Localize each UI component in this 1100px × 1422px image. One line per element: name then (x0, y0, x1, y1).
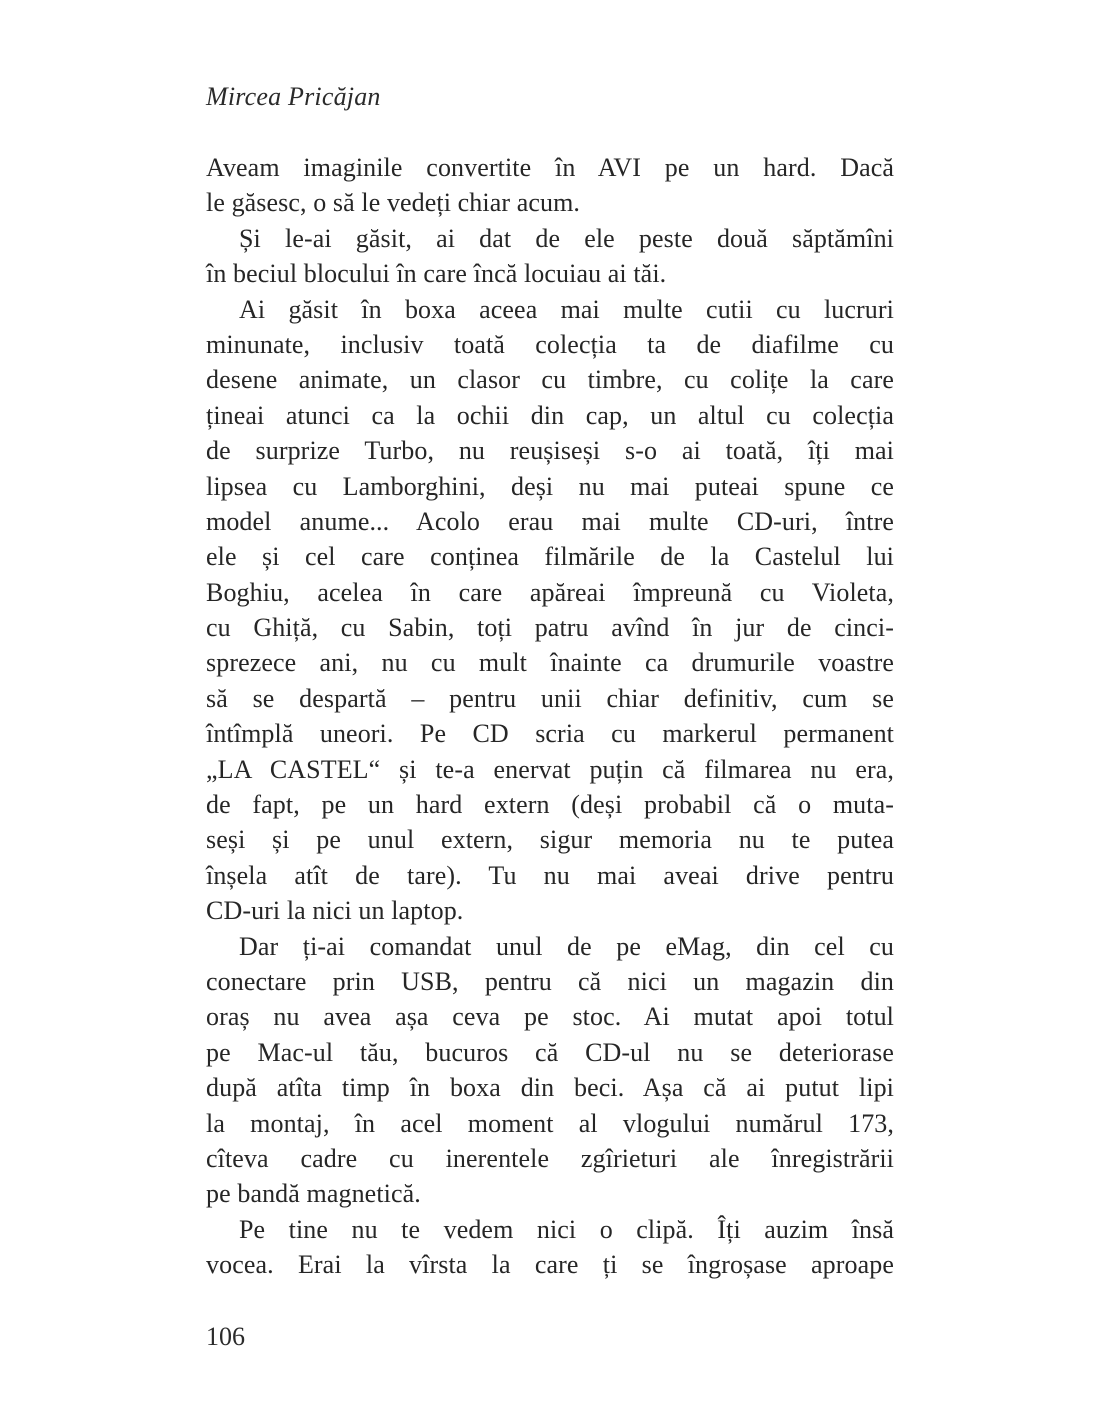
text-line: CD-uri la nici un laptop. (206, 896, 464, 926)
text-line: pe bandă magnetică. (206, 1179, 421, 1209)
text-line: sprezece ani, nu cu mult înainte ca drumurile voastre (206, 648, 894, 678)
text-line: pe Mac-ul tău, bucuros că CD-ul nu se deteriorase (206, 1037, 894, 1067)
text-line: vocea. Erai la vîrsta la care ți se îngroșase aproape (206, 1250, 894, 1280)
text-line: le găsesc, o să le vedeți chiar acum. (206, 188, 581, 218)
page-number: 106 (206, 1322, 245, 1351)
text-line: ele și cel care conținea filmările de la Castelul lui (206, 542, 894, 572)
text-line: în beciul blocului în care încă locuiau ai tăi. (206, 259, 667, 289)
text-line: lipsea cu Lamborghini, deși nu mai puteai spune ce (206, 471, 894, 501)
text-line: desene animate, un clasor cu timbre, cu colițe la care (206, 365, 894, 395)
text-line: oraș nu avea așa ceva pe stoc. Ai mutat apoi totul (206, 1002, 894, 1032)
text-line: țineai atunci ca la ochii din cap, un altul cu colecția (206, 400, 894, 430)
text-line: Pe tine nu te vedem nici o clipă. Îți auzim însă (239, 1214, 894, 1244)
text-line: Ai găsit în boxa aceea mai multe cutii cu lucruri (239, 294, 894, 324)
text-line: să se despartă – pentru unii chiar definitiv, cum se (206, 683, 894, 713)
text-line: minunate, inclusiv toată colecția ta de diafilme cu (206, 329, 894, 359)
text-line: cîteva cadre cu inerentele zgîrieturi ale înregistrării (206, 1143, 894, 1173)
text-line: cu Ghiță, cu Sabin, toți patru avînd în jur de cinci- (206, 613, 894, 643)
text-line: Și le-ai găsit, ai dat de ele peste două săptămîni (239, 223, 894, 253)
text-line: întîmplă uneori. Pe CD scria cu markerul permanent (206, 719, 894, 749)
text-line: de fapt, pe un hard extern (deși probabil că o muta- (206, 790, 894, 820)
text-line: seși și pe unul extern, sigur memoria nu te putea (206, 825, 894, 855)
text-line: de surprize Turbo, nu reușiseși s-o ai toată, îți mai (206, 436, 894, 466)
running-header: Mircea Pricăjan (206, 82, 381, 111)
text-line: Dar ți-ai comandat unul de pe eMag, din cel cu (239, 931, 894, 961)
body-text (206, 150, 894, 1283)
text-line: conectare prin USB, pentru că nici un magazin din (206, 966, 894, 996)
text-line: model anume... Acolo erau mai multe CD-uri, între (206, 506, 894, 536)
text-line: „LA CASTEL“ și te-a enervat puțin că filmarea nu era, (206, 754, 894, 784)
text-line: înșela atît de tare). Tu nu mai aveai drive pentru (206, 860, 894, 890)
text-line: Aveam imaginile convertite în AVI pe un hard. Dacă (206, 153, 894, 182)
text-line: Boghiu, acelea în care apăreai împreună cu Violeta, (206, 577, 894, 607)
text-line: după atîta timp în boxa din beci. Așa că ai putut lipi (206, 1073, 894, 1103)
text-line: la montaj, în acel moment al vlogului numărul 173, (206, 1108, 894, 1138)
